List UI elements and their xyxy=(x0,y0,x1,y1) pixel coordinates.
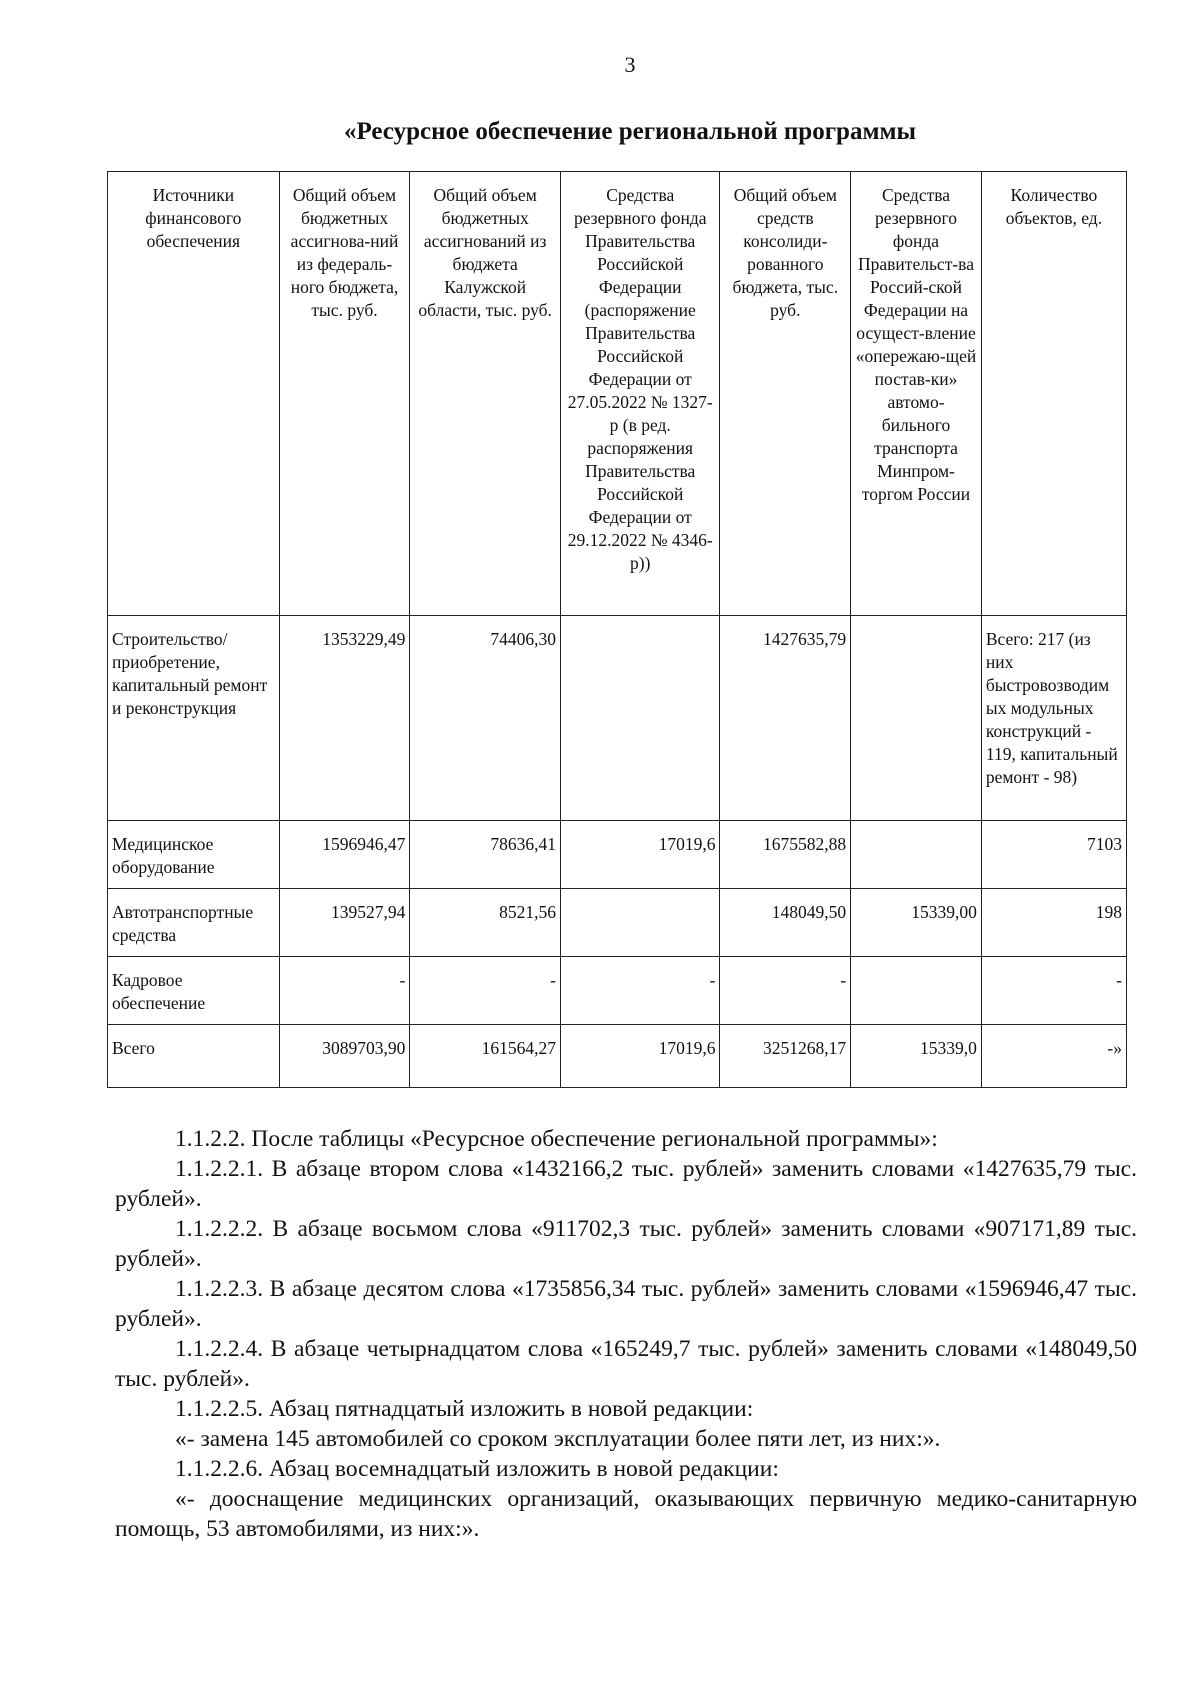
header-cell: Общий объем бюджетных ассигнований из бюджета Калужской области, тыс. руб. xyxy=(410,172,561,616)
table-cell: 17019,6 xyxy=(560,1025,719,1088)
row-label: Кадровое обеспечение xyxy=(108,957,280,1025)
table-cell: 148049,50 xyxy=(720,889,851,957)
table-cell: - xyxy=(720,957,851,1025)
table-row xyxy=(108,616,1127,821)
paragraph: 1.1.2.2.2. В абзаце восьмом слова «911702,3 тыс. рублей» заменить словами «907171,89 тыс. рублей». xyxy=(115,1216,1137,1272)
table-cell: 15339,0 xyxy=(851,1025,982,1088)
table-row xyxy=(108,957,1127,1025)
table-cell: 74406,30 xyxy=(410,616,561,821)
header-cell: Источники финансового обеспечения xyxy=(108,172,280,616)
table-row xyxy=(108,1025,1127,1088)
paragraph: 1.1.2.2. После таблицы «Ресурсное обеспечение региональной программы»: xyxy=(175,1126,938,1152)
table-cell: 198 xyxy=(981,889,1126,957)
row-label: Всего xyxy=(108,1025,280,1088)
table-cell xyxy=(560,616,719,821)
paragraph: 1.1.2.2.1. В абзаце втором слова «1432166,2 тыс. рублей» заменить словами «1427635,79 тыс. рублей». xyxy=(115,1156,1137,1212)
table-cell xyxy=(560,889,719,957)
resource-table xyxy=(107,171,1127,1088)
paragraph: 1.1.2.2.3. В абзаце десятом слова «1735856,34 тыс. рублей» заменить словами «1596946,47 тыс. рублей». xyxy=(115,1276,1137,1332)
table-cell: 15339,00 xyxy=(851,889,982,957)
table-cell: - xyxy=(410,957,561,1025)
amendment-text xyxy=(115,1124,1137,1544)
table-cell: Всего: 217 (из них быстровозводим ых модульных конструкций - 119, капитальный ремонт - 98) xyxy=(981,616,1126,821)
table-cell: - xyxy=(981,957,1126,1025)
table-row xyxy=(108,821,1127,889)
table-cell: 8521,56 xyxy=(410,889,561,957)
header-cell: Средства резервного фонда Правительст-ва Россий-ской Федерации на осущест-вление «опережаю-щей постав-ки» автомо-бильного транспорта Минпром-торгом России xyxy=(851,172,982,616)
table-cell: 161564,27 xyxy=(410,1025,561,1088)
paragraph: «- дооснащение медицинских организаций, оказывающих первичную медико-санитарную помощь, 53 автомобилями, из них:». xyxy=(115,1486,1137,1542)
table-cell: 1427635,79 xyxy=(720,616,851,821)
row-label: Автотранспортные средства xyxy=(108,889,280,957)
table-cell: 139527,94 xyxy=(279,889,410,957)
table-header-row xyxy=(108,172,1127,616)
header-cell: Общий объем бюджетных ассигнова-ний из федераль-ного бюджета, тыс. руб. xyxy=(279,172,410,616)
row-label: Строительство/ приобретение, капитальный ремонт и реконструкция xyxy=(108,616,280,821)
paragraph: 1.1.2.2.4. В абзаце четырнадцатом слова «165249,7 тыс. рублей» заменить словами «148049,50 тыс. рублей». xyxy=(115,1336,1137,1392)
table-cell: 7103 xyxy=(981,821,1126,889)
table-cell: - xyxy=(279,957,410,1025)
table-cell: - xyxy=(560,957,719,1025)
table-cell xyxy=(851,821,982,889)
table-cell xyxy=(851,957,982,1025)
header-cell: Средства резервного фонда Правительства Российской Федерации (распоряжение Правительства Российской Федерации от 27.05.2022 № 1327-р (в ред. распоряжения Правительства Российской Федерации от 29.12.2022 № 4346-р)) xyxy=(560,172,719,616)
page-number: 3 xyxy=(624,52,636,77)
table-row xyxy=(108,889,1127,957)
table-cell: 1596946,47 xyxy=(279,821,410,889)
header-cell: Количество объектов, ед. xyxy=(981,172,1126,616)
paragraph: 1.1.2.2.6. Абзац восемнадцатый изложить в новой редакции: xyxy=(175,1456,779,1482)
table-cell: -» xyxy=(981,1025,1126,1088)
table-cell: 3251268,17 xyxy=(720,1025,851,1088)
table-cell: 1353229,49 xyxy=(279,616,410,821)
header-cell: Общий объем средств консолиди-рованного бюджета, тыс. руб. xyxy=(720,172,851,616)
table-cell: 17019,6 xyxy=(560,821,719,889)
paragraph: 1.1.2.2.5. Абзац пятнадцатый изложить в новой редакции: xyxy=(175,1396,754,1422)
row-label: Медицинское оборудование xyxy=(108,821,280,889)
table-cell: 78636,41 xyxy=(410,821,561,889)
table-cell: 3089703,90 xyxy=(279,1025,410,1088)
table-cell: 1675582,88 xyxy=(720,821,851,889)
document-title: «Ресурсное обеспечение региональной программы xyxy=(343,118,917,145)
paragraph: «- замена 145 автомобилей со сроком эксплуатации более пяти лет, из них:». xyxy=(175,1426,941,1452)
table-cell xyxy=(851,616,982,821)
